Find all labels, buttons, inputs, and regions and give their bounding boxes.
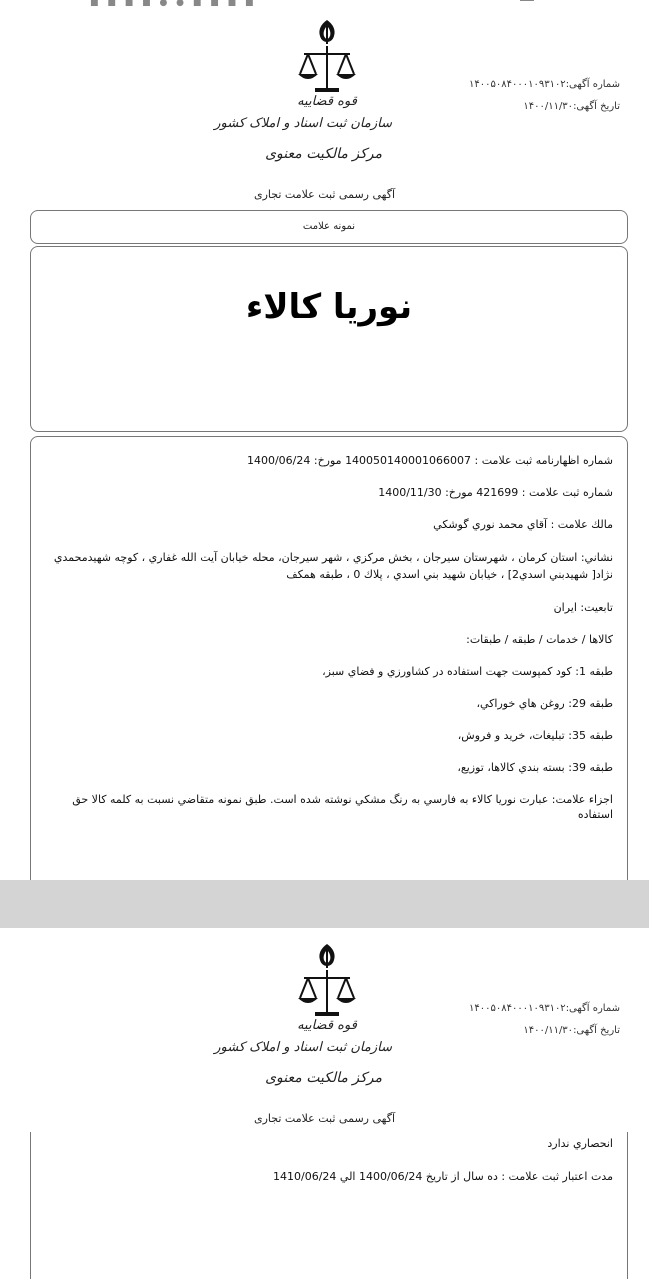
document-page-2 xyxy=(0,928,649,1279)
registration-org-caption: سازمان ثبت اسناد و املاک کشور xyxy=(214,116,392,131)
declaration-number: شماره اظهارنامه ثبت علامت : 140050140001066007 مورخ: 1400/06/24 xyxy=(246,454,613,467)
trademark-sample-box xyxy=(30,246,628,432)
trademark-mark-text: نوریا کالاء xyxy=(245,287,413,327)
sample-label-box xyxy=(30,210,628,244)
ad-date: تاریخ آگهی:۱۴۰۰/۱۱/۳۰ xyxy=(523,101,620,112)
class-item: طبقه 29: روغن هاي خوراكي، xyxy=(476,697,613,710)
ad-number: شماره آگهی:۱۴۰۰۵۰۸۴۰۰۰۱۰۹۳۱۰۲ xyxy=(469,79,620,90)
judiciary-caption: قوه قضاییه xyxy=(297,94,357,109)
judiciary-caption: قوه قضاییه xyxy=(297,1018,357,1033)
mark-components: اجزاء علامت: عبارت نوريا كالاء به فارسي به رنگ مشكي نوشته شده است. طبق نمونه متقاضي نسبت به كلمه كالا حق استفاده xyxy=(72,793,613,821)
ad-title: آگهی رسمی ثبت علامت تجاری xyxy=(253,188,395,201)
ip-center-caption: مرکز مالکیت معنوی xyxy=(265,146,382,162)
details-list xyxy=(49,453,613,839)
ad-meta xyxy=(440,74,620,118)
exclusivity: انحصاري ندارد xyxy=(547,1137,613,1150)
class-item: طبقه 35: تبليغات، خريد و فروش، xyxy=(457,729,613,742)
top-status-strip: ■ ■ ■ ■ ● ● ■ ■ ■ ■ xyxy=(0,0,649,6)
ad-date: تاریخ آگهی:۱۴۰۰/۱۱/۳۰ xyxy=(523,1025,620,1036)
class-item: طبقه 1: كود كمپوست جهت استفاده در كشاورزي و فضاي سبز، xyxy=(322,665,613,678)
goods-header: كالاها / خدمات / طبقه / طبقات: xyxy=(466,633,613,646)
ad-meta xyxy=(440,998,620,1042)
owner: مالك علامت : آقاي محمد نوري گوشكي xyxy=(433,518,613,531)
ad-number: شماره آگهی:۱۴۰۰۵۰۸۴۰۰۰۱۰۹۳۱۰۲ xyxy=(469,1003,620,1014)
details-list-continued xyxy=(49,1132,613,1201)
ad-title: آگهی رسمی ثبت علامت تجاری xyxy=(253,1112,395,1125)
details-box-continued xyxy=(30,1132,628,1279)
ip-center-caption: مرکز مالکیت معنوی xyxy=(265,1070,382,1086)
registration-number: شماره ثبت علامت : 421699 مورخ: 1400/11/30 xyxy=(378,486,613,499)
nationality: تابعيت: ايران xyxy=(553,601,613,614)
validity-period: مدت اعتبار ثبت علامت : ده سال از تاريخ 1400/06/24 الي 1410/06/24 xyxy=(273,1170,613,1183)
address: نشاني: استان كرمان ، شهرستان سيرجان ، بخش مركزي ، شهر سيرجان، محله خيابان آيت الله غفاري ، كوچه شهيدمحمدي نژاد[ شهيدبني اسدي2] ، خيابان شهيد بني اسدي ، پلاك 0 ، طبقه همكف xyxy=(53,551,613,581)
registration-org-caption: سازمان ثبت اسناد و املاک کشور xyxy=(214,1040,392,1055)
details-box xyxy=(30,436,628,880)
class-item: طبقه 39: بسته بندي كالاها، توزيع، xyxy=(457,761,613,774)
sample-label: نمونه علامت xyxy=(302,221,356,232)
